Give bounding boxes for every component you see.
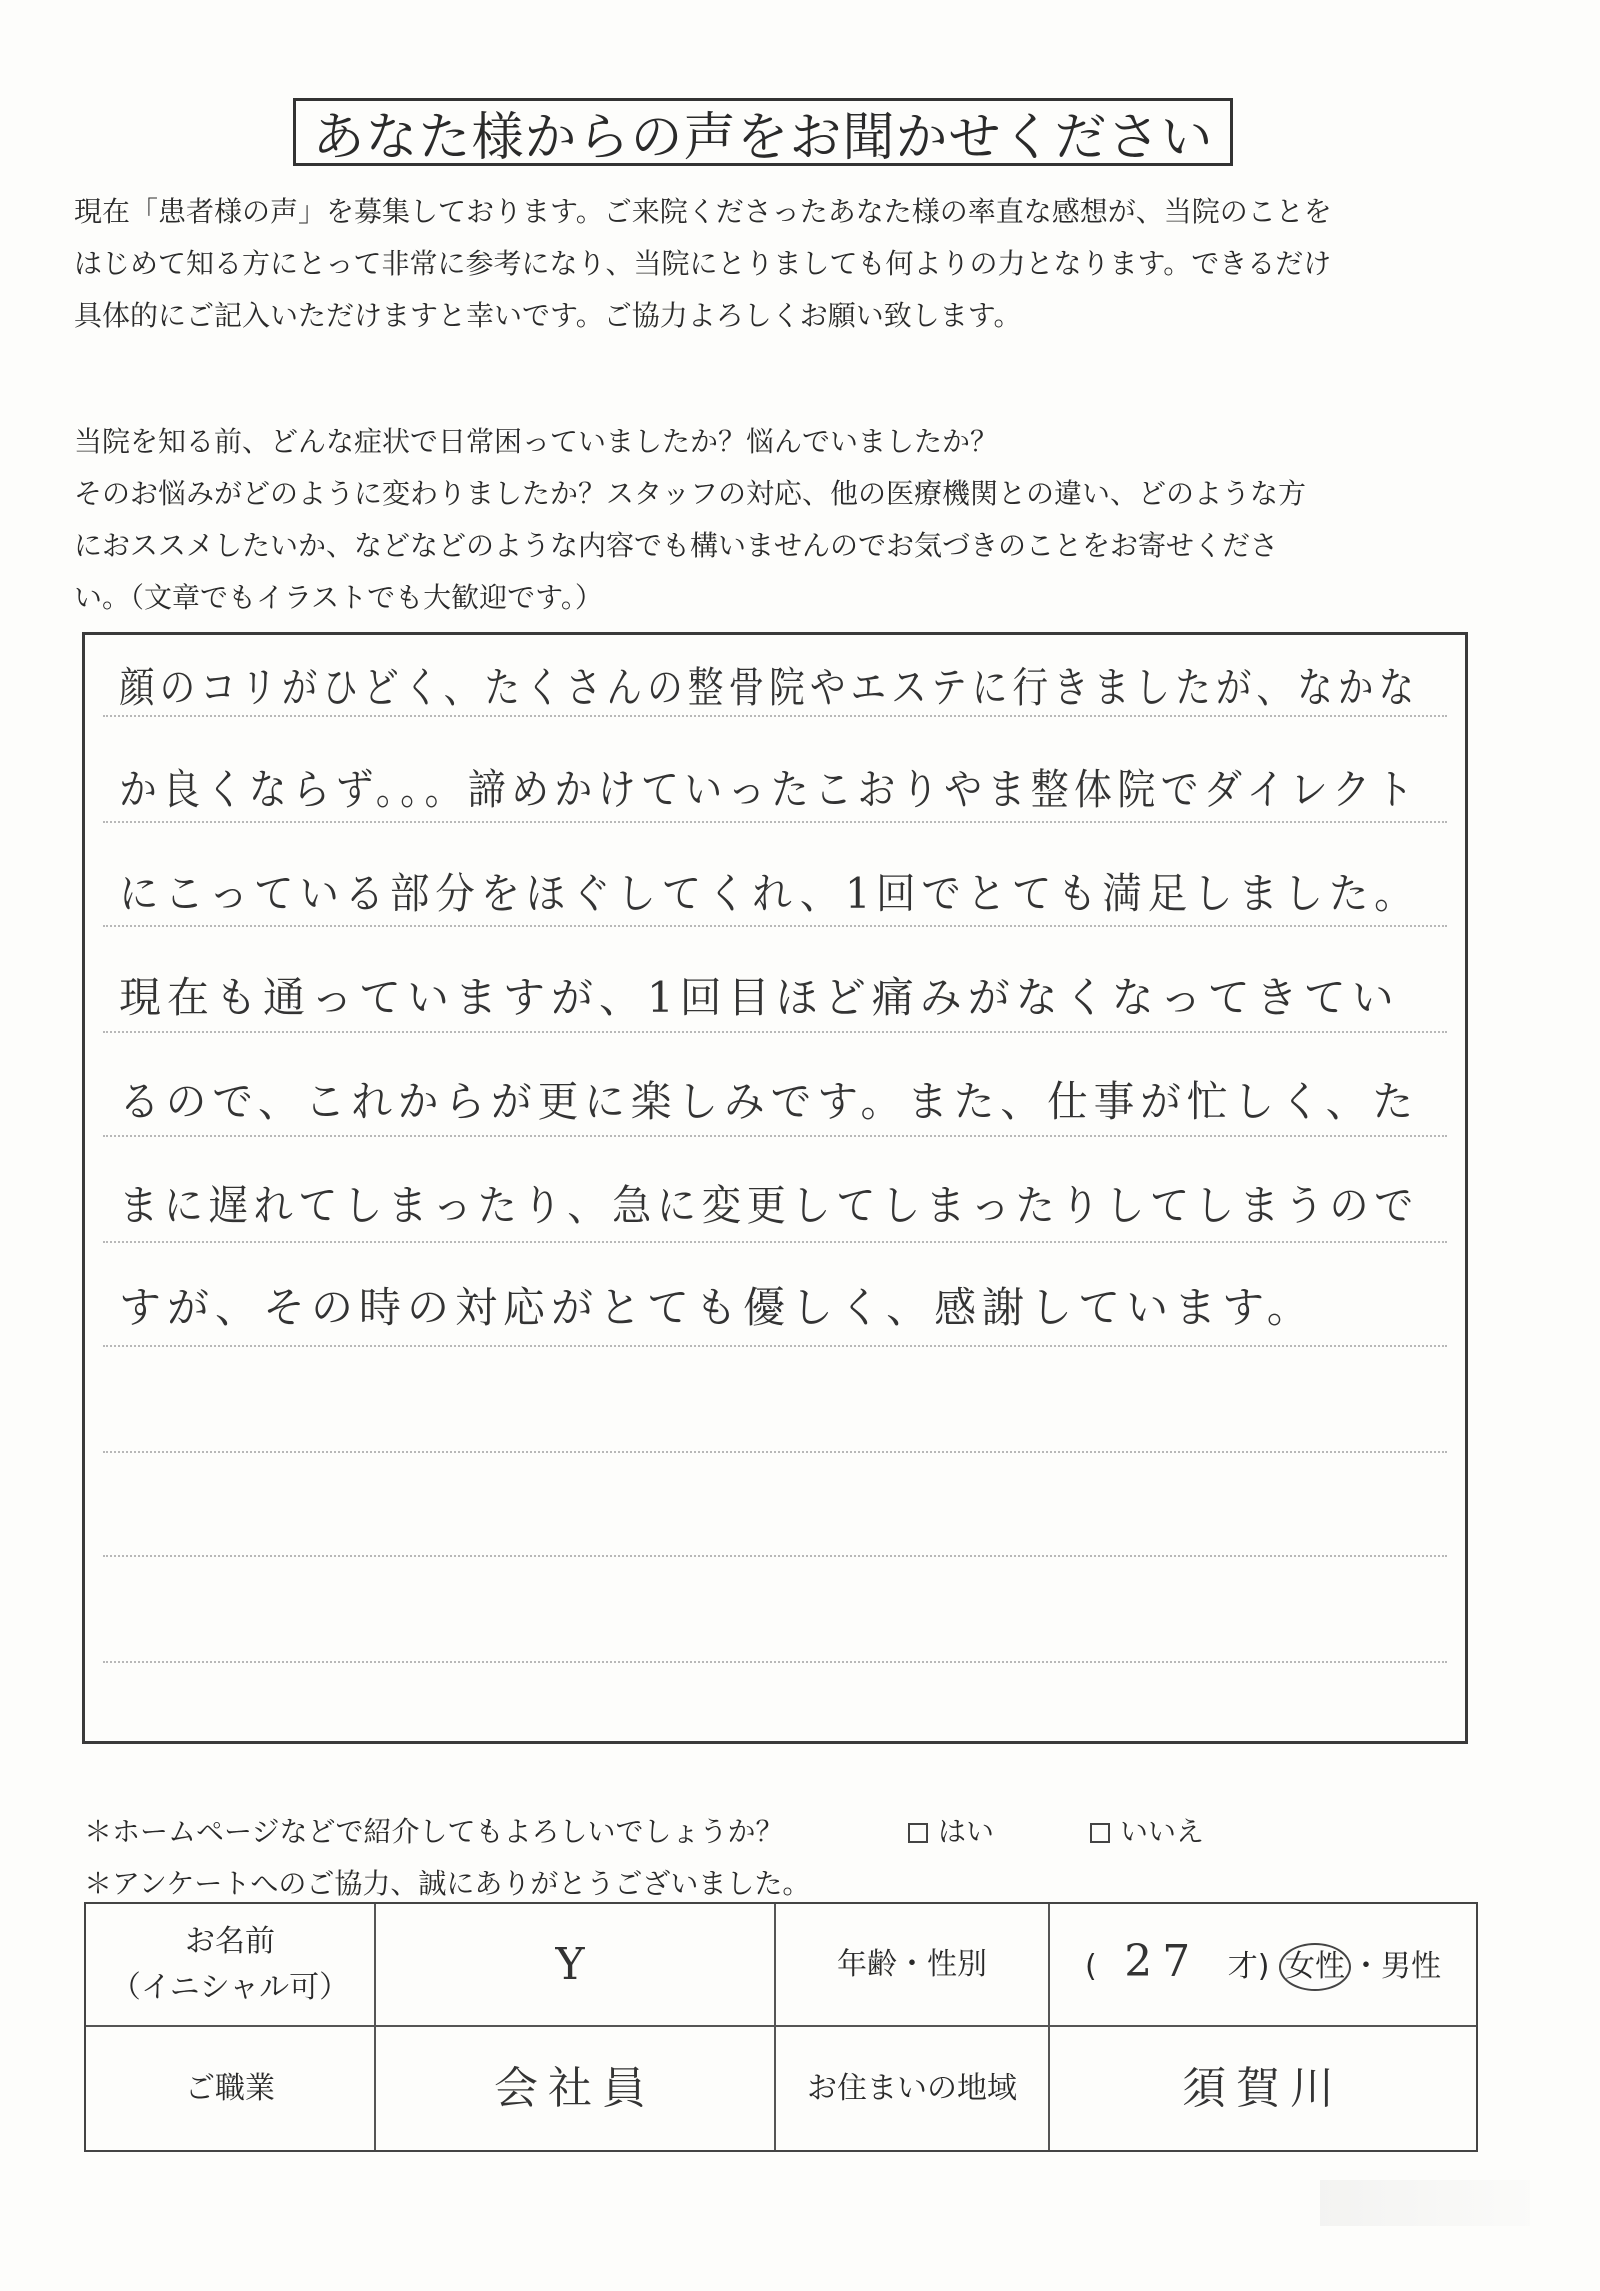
occupation-label: ご職業: [185, 2070, 275, 2106]
occupation-value-cell[interactable]: [376, 2027, 776, 2150]
thanks-note: ＊アンケートへのご協力、誠にありがとうございました。: [84, 1867, 811, 1900]
intro-line: 具体的にご記入いただけますと幸いです。ご協力よろしくお願い致します。: [74, 299, 1022, 332]
gender-separator: ・: [1351, 1948, 1382, 1984]
intro-line: はじめて知る方にとって非常に参考になり、当院にとりましても何よりの力となります。できるだけ: [74, 247, 1332, 280]
handwritten-line: まに遅れてしまったり、急に変更してしまったりしてしまうので: [119, 1181, 1420, 1230]
no-checkbox[interactable]: [1090, 1823, 1110, 1843]
ruled-line: [103, 1661, 1447, 1663]
ruled-line: [103, 1345, 1447, 1347]
age-open-paren: (: [1084, 1948, 1097, 1984]
yes-checkbox[interactable]: [908, 1823, 928, 1843]
prompt-line: におススメしたいか、などなどのような内容でも構いませんのでお気づきのことをお寄せくださ: [74, 529, 1279, 562]
handwritten-line: 現在も通っていますが、1回目ほど痛みがなくなってきてい: [119, 973, 1400, 1022]
region-value-cell[interactable]: [1050, 2027, 1476, 2150]
female-option-circled[interactable]: 女性: [1279, 1943, 1351, 1991]
name-value: Y: [555, 1938, 595, 1990]
age-gender-value-cell[interactable]: [1050, 1904, 1476, 2027]
yes-label: はい: [938, 1815, 995, 1848]
age-gender-label-cell: [776, 1904, 1050, 2027]
name-value-cell[interactable]: [376, 1904, 776, 2027]
ruled-line: [103, 1241, 1447, 1243]
region-label-cell: [776, 2027, 1050, 2150]
intro-line: 現在「患者様の声」を募集しております。ご来院くださったあなた様の率直な感想が、当院のことを: [74, 195, 1332, 228]
name-label: お名前: [184, 1923, 275, 1959]
answer-box[interactable]: [82, 632, 1468, 1744]
age-unit: 才): [1227, 1948, 1270, 1984]
ruled-line: [103, 1451, 1447, 1453]
prompt-line: 当院を知る前、どんな症状で日常困っていましたか？悩んでいましたか？: [74, 425, 999, 458]
homepage-question: ＊ホームページなどで紹介してもよろしいでしょうか？: [84, 1815, 784, 1848]
handwritten-line: 顔のコリがひどく、たくさんの整骨院やエステに行きましたが、なかな: [119, 663, 1420, 712]
ruled-line: [103, 1135, 1447, 1137]
scan-artifact: [1320, 2180, 1530, 2226]
name-sublabel: （イニシャル可）: [110, 1969, 350, 2005]
prompt-line: そのお悩みがどのように変わりましたか？スタッフの対応、他の医療機関との違い、どのような方: [74, 477, 1307, 510]
occupation-label-cell: [86, 2027, 376, 2150]
ruled-line: [103, 1555, 1447, 1557]
prompt-line: い。（文章でもイラストでも大歓迎です。）: [74, 581, 603, 614]
region-label: お住まいの地域: [807, 2070, 1017, 2106]
no-option[interactable]: [1090, 1810, 1204, 1850]
yes-option[interactable]: [908, 1810, 994, 1850]
handwritten-line: か良くならず。。。諦めかけていったこおりやま整体院でダイレクト: [119, 765, 1419, 814]
name-label-cell: [86, 1904, 376, 2027]
ruled-line: [103, 925, 1447, 927]
ruled-line: [103, 821, 1447, 823]
handwritten-line: るので、これからが更に楽しみです。また、仕事が忙しく、た: [119, 1077, 1419, 1126]
prompt-text: [74, 416, 1544, 624]
page-title: あなた様からの声をお聞かせください: [293, 98, 1233, 166]
age-gender-label: 年齢・性別: [837, 1946, 987, 1982]
age-value: 27: [1124, 1935, 1201, 1987]
handwritten-line: すが、その時の対応がとても優しく、感謝しています。: [119, 1283, 1315, 1332]
info-table: [84, 1902, 1478, 2152]
male-option[interactable]: 男性: [1381, 1948, 1442, 1984]
no-label: いいえ: [1120, 1815, 1205, 1848]
intro-text: [74, 186, 1534, 342]
ruled-line: [103, 715, 1447, 717]
occupation-value: 会社員: [494, 2062, 656, 2114]
ruled-line: [103, 1031, 1447, 1033]
handwritten-line: にこっている部分をほぐしてくれ、1回でとても満足しました。: [119, 869, 1420, 918]
region-value: 須賀川: [1182, 2062, 1344, 2114]
